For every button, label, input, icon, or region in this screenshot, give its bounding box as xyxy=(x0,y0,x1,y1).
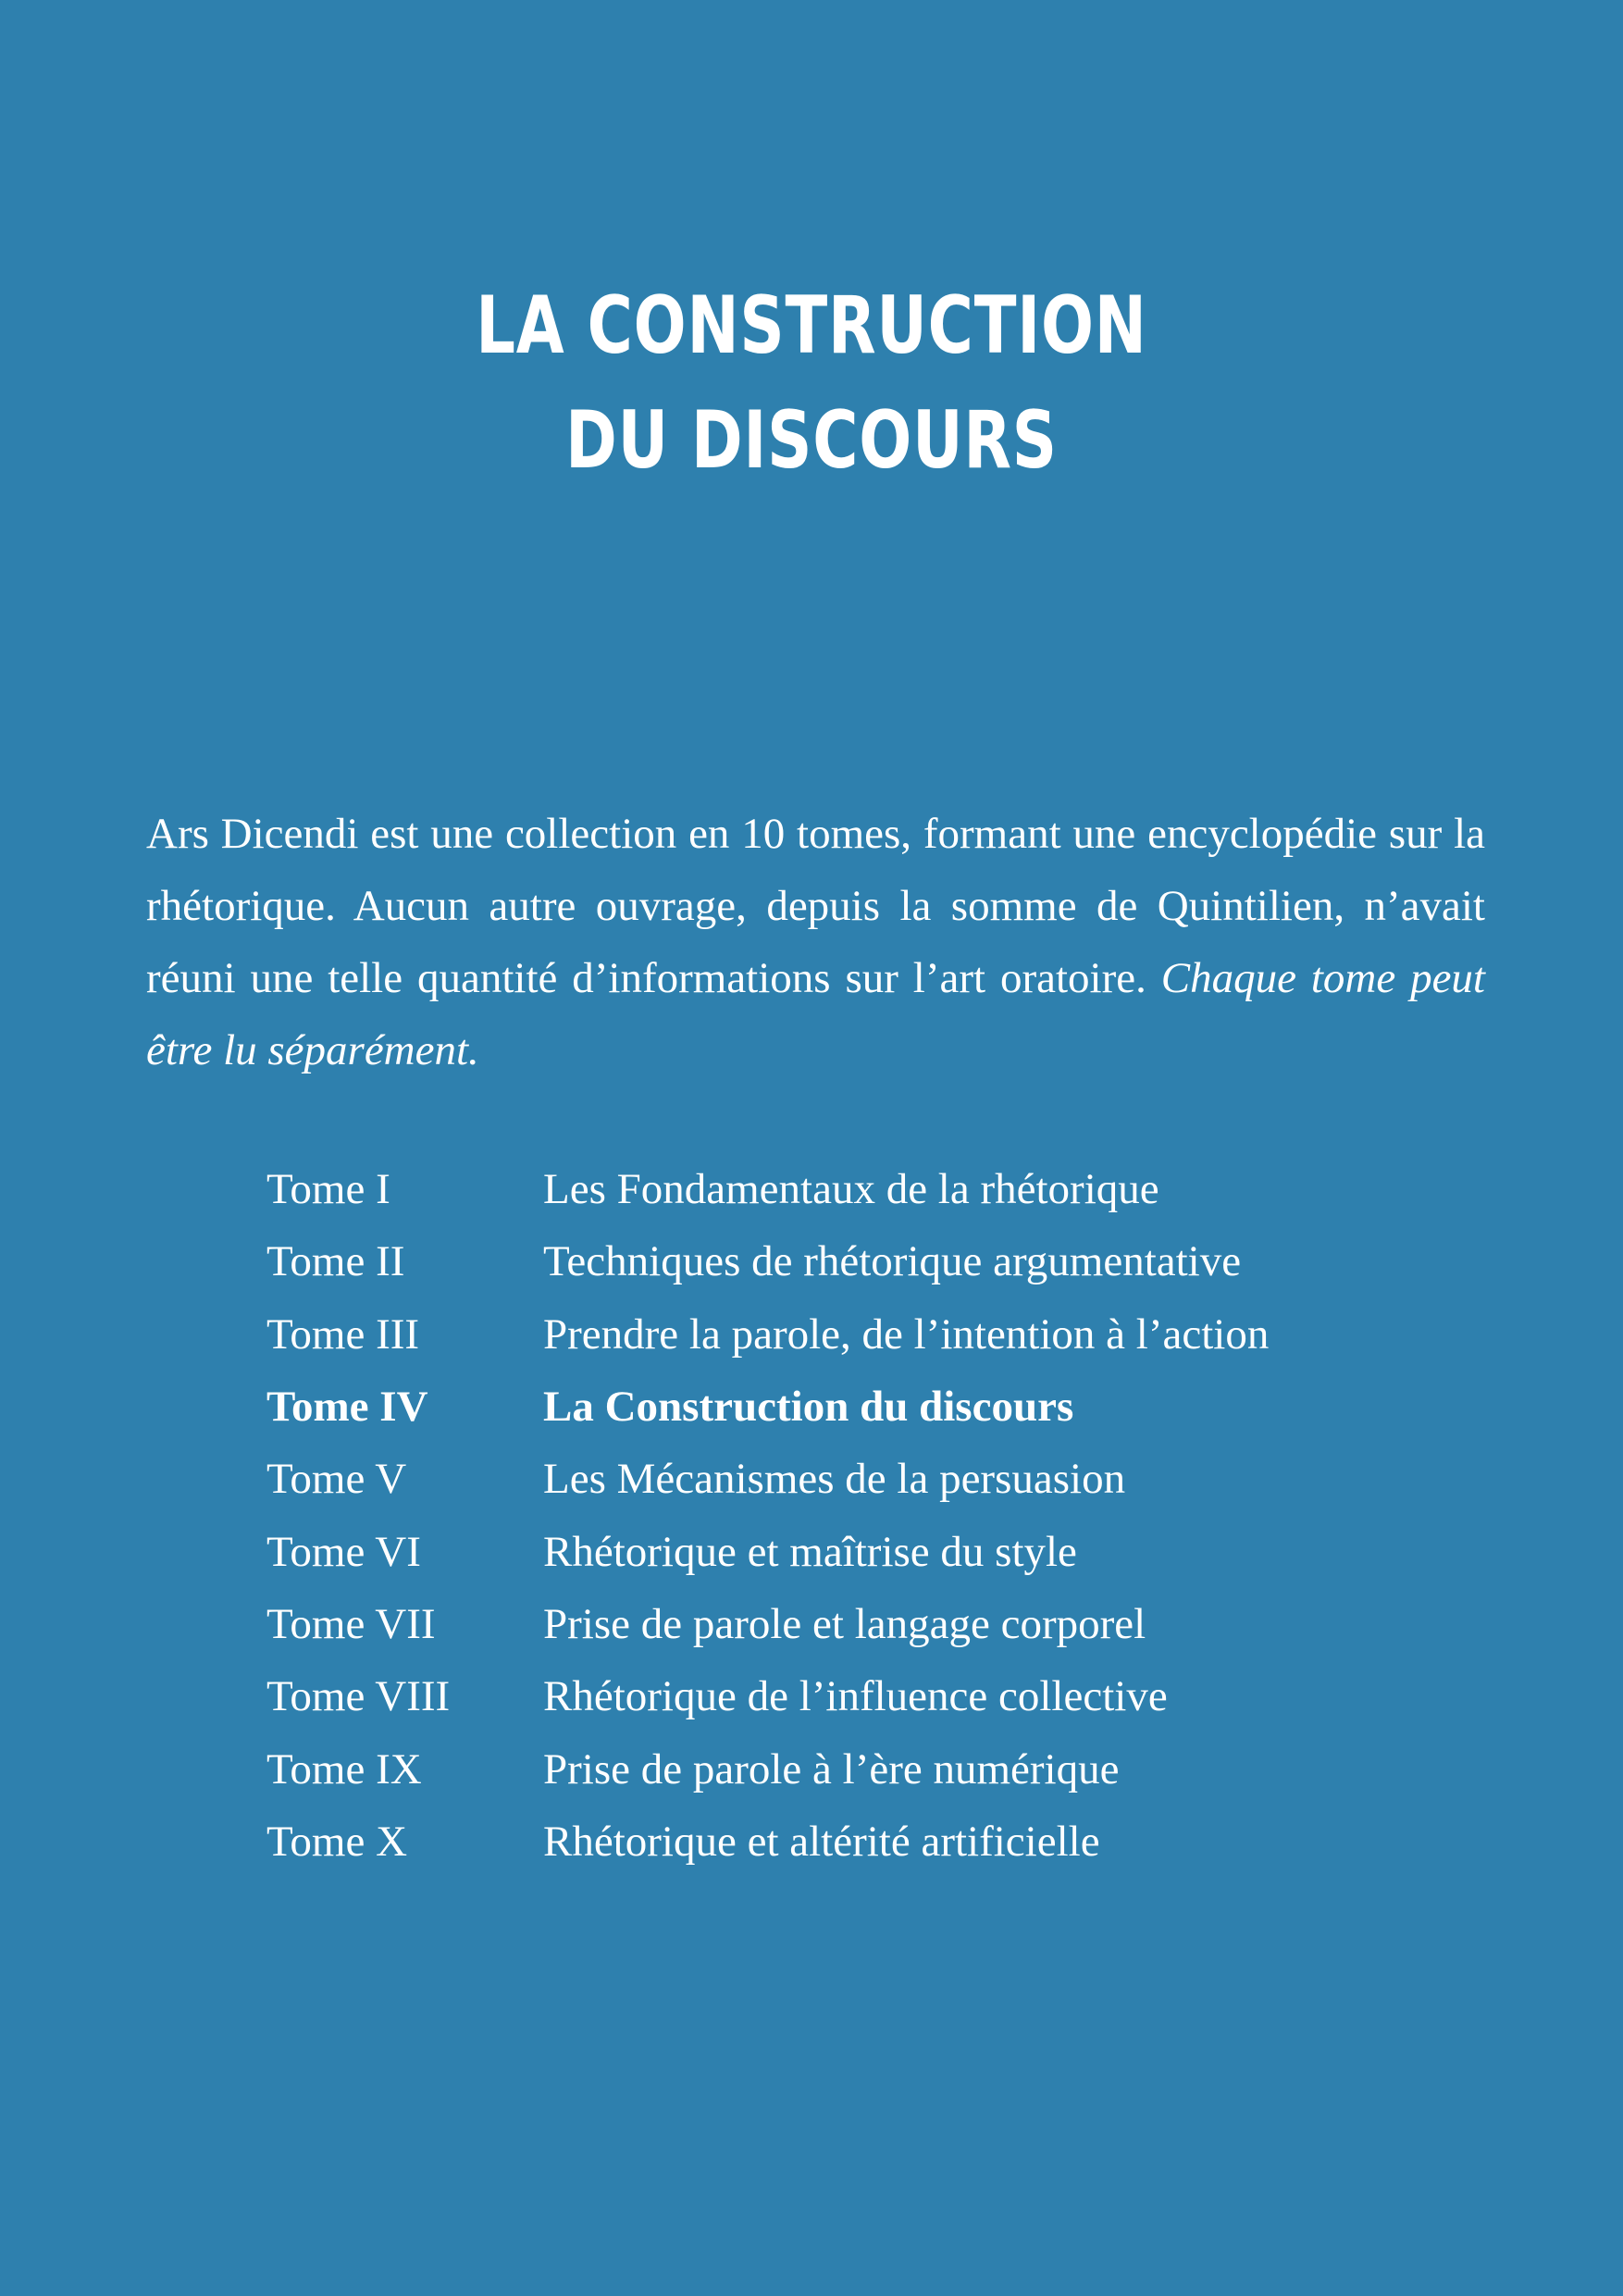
tome-number: Tome X xyxy=(266,1817,408,1866)
tome-title: Prise de parole à l’ère numérique xyxy=(543,1744,1120,1793)
tome-number: Tome VIII xyxy=(266,1672,451,1721)
tome-row xyxy=(266,1298,1469,1371)
tome-title: Prise de parole et langage corporel xyxy=(543,1599,1146,1648)
tome-list xyxy=(266,1153,1469,1878)
page-title xyxy=(0,268,1623,498)
tome-number: Tome VII xyxy=(266,1599,436,1648)
title-line-1: LA CONSTRUCTION xyxy=(476,279,1147,372)
tome-number: Tome VI xyxy=(266,1527,421,1576)
tome-row xyxy=(266,1443,1469,1515)
tome-title: Les Fondamentaux de la rhétorique xyxy=(543,1165,1159,1214)
tome-row xyxy=(266,1588,1469,1660)
tome-row xyxy=(266,1515,1469,1587)
tome-title: Les Mécanismes de la persuasion xyxy=(543,1455,1126,1504)
tome-number: Tome I xyxy=(266,1165,390,1214)
tome-title: Rhétorique de l’influence collective xyxy=(543,1672,1168,1721)
tome-title: Prendre la parole, de l’intention à l’action xyxy=(543,1309,1270,1359)
tome-title: Rhétorique et altérité artificielle xyxy=(543,1817,1100,1866)
tome-row xyxy=(266,1225,1469,1297)
tome-number: Tome V xyxy=(266,1455,407,1504)
intro-paragraph xyxy=(146,798,1485,1086)
intro-text: Ars Dicendi est une collection en 10 tomes, formant une encyclopédie sur la rhétorique. Aucun autre ouvrage, depuis la somme de Quintilien, n’avait réuni une telle quantité d’informations sur l’art oratoire. xyxy=(146,810,1485,1002)
tome-row-current xyxy=(266,1371,1469,1443)
tome-title: La Construction du discours xyxy=(543,1383,1074,1432)
tome-row xyxy=(266,1660,1469,1732)
title-line-2: DU DISCOURS xyxy=(565,394,1058,487)
tome-title: Techniques de rhétorique argumentative xyxy=(543,1237,1242,1286)
tome-title: Rhétorique et maîtrise du style xyxy=(543,1527,1077,1576)
tome-row xyxy=(266,1806,1469,1878)
tome-number: Tome II xyxy=(266,1237,405,1286)
tome-row xyxy=(266,1732,1469,1805)
intro-italic-text: Chaque tome peut être lu séparément. xyxy=(146,954,1485,1074)
tome-number: Tome III xyxy=(266,1309,420,1359)
tome-number: Tome IV xyxy=(266,1383,428,1432)
tome-row xyxy=(266,1153,1469,1225)
tome-number: Tome IX xyxy=(266,1744,422,1793)
